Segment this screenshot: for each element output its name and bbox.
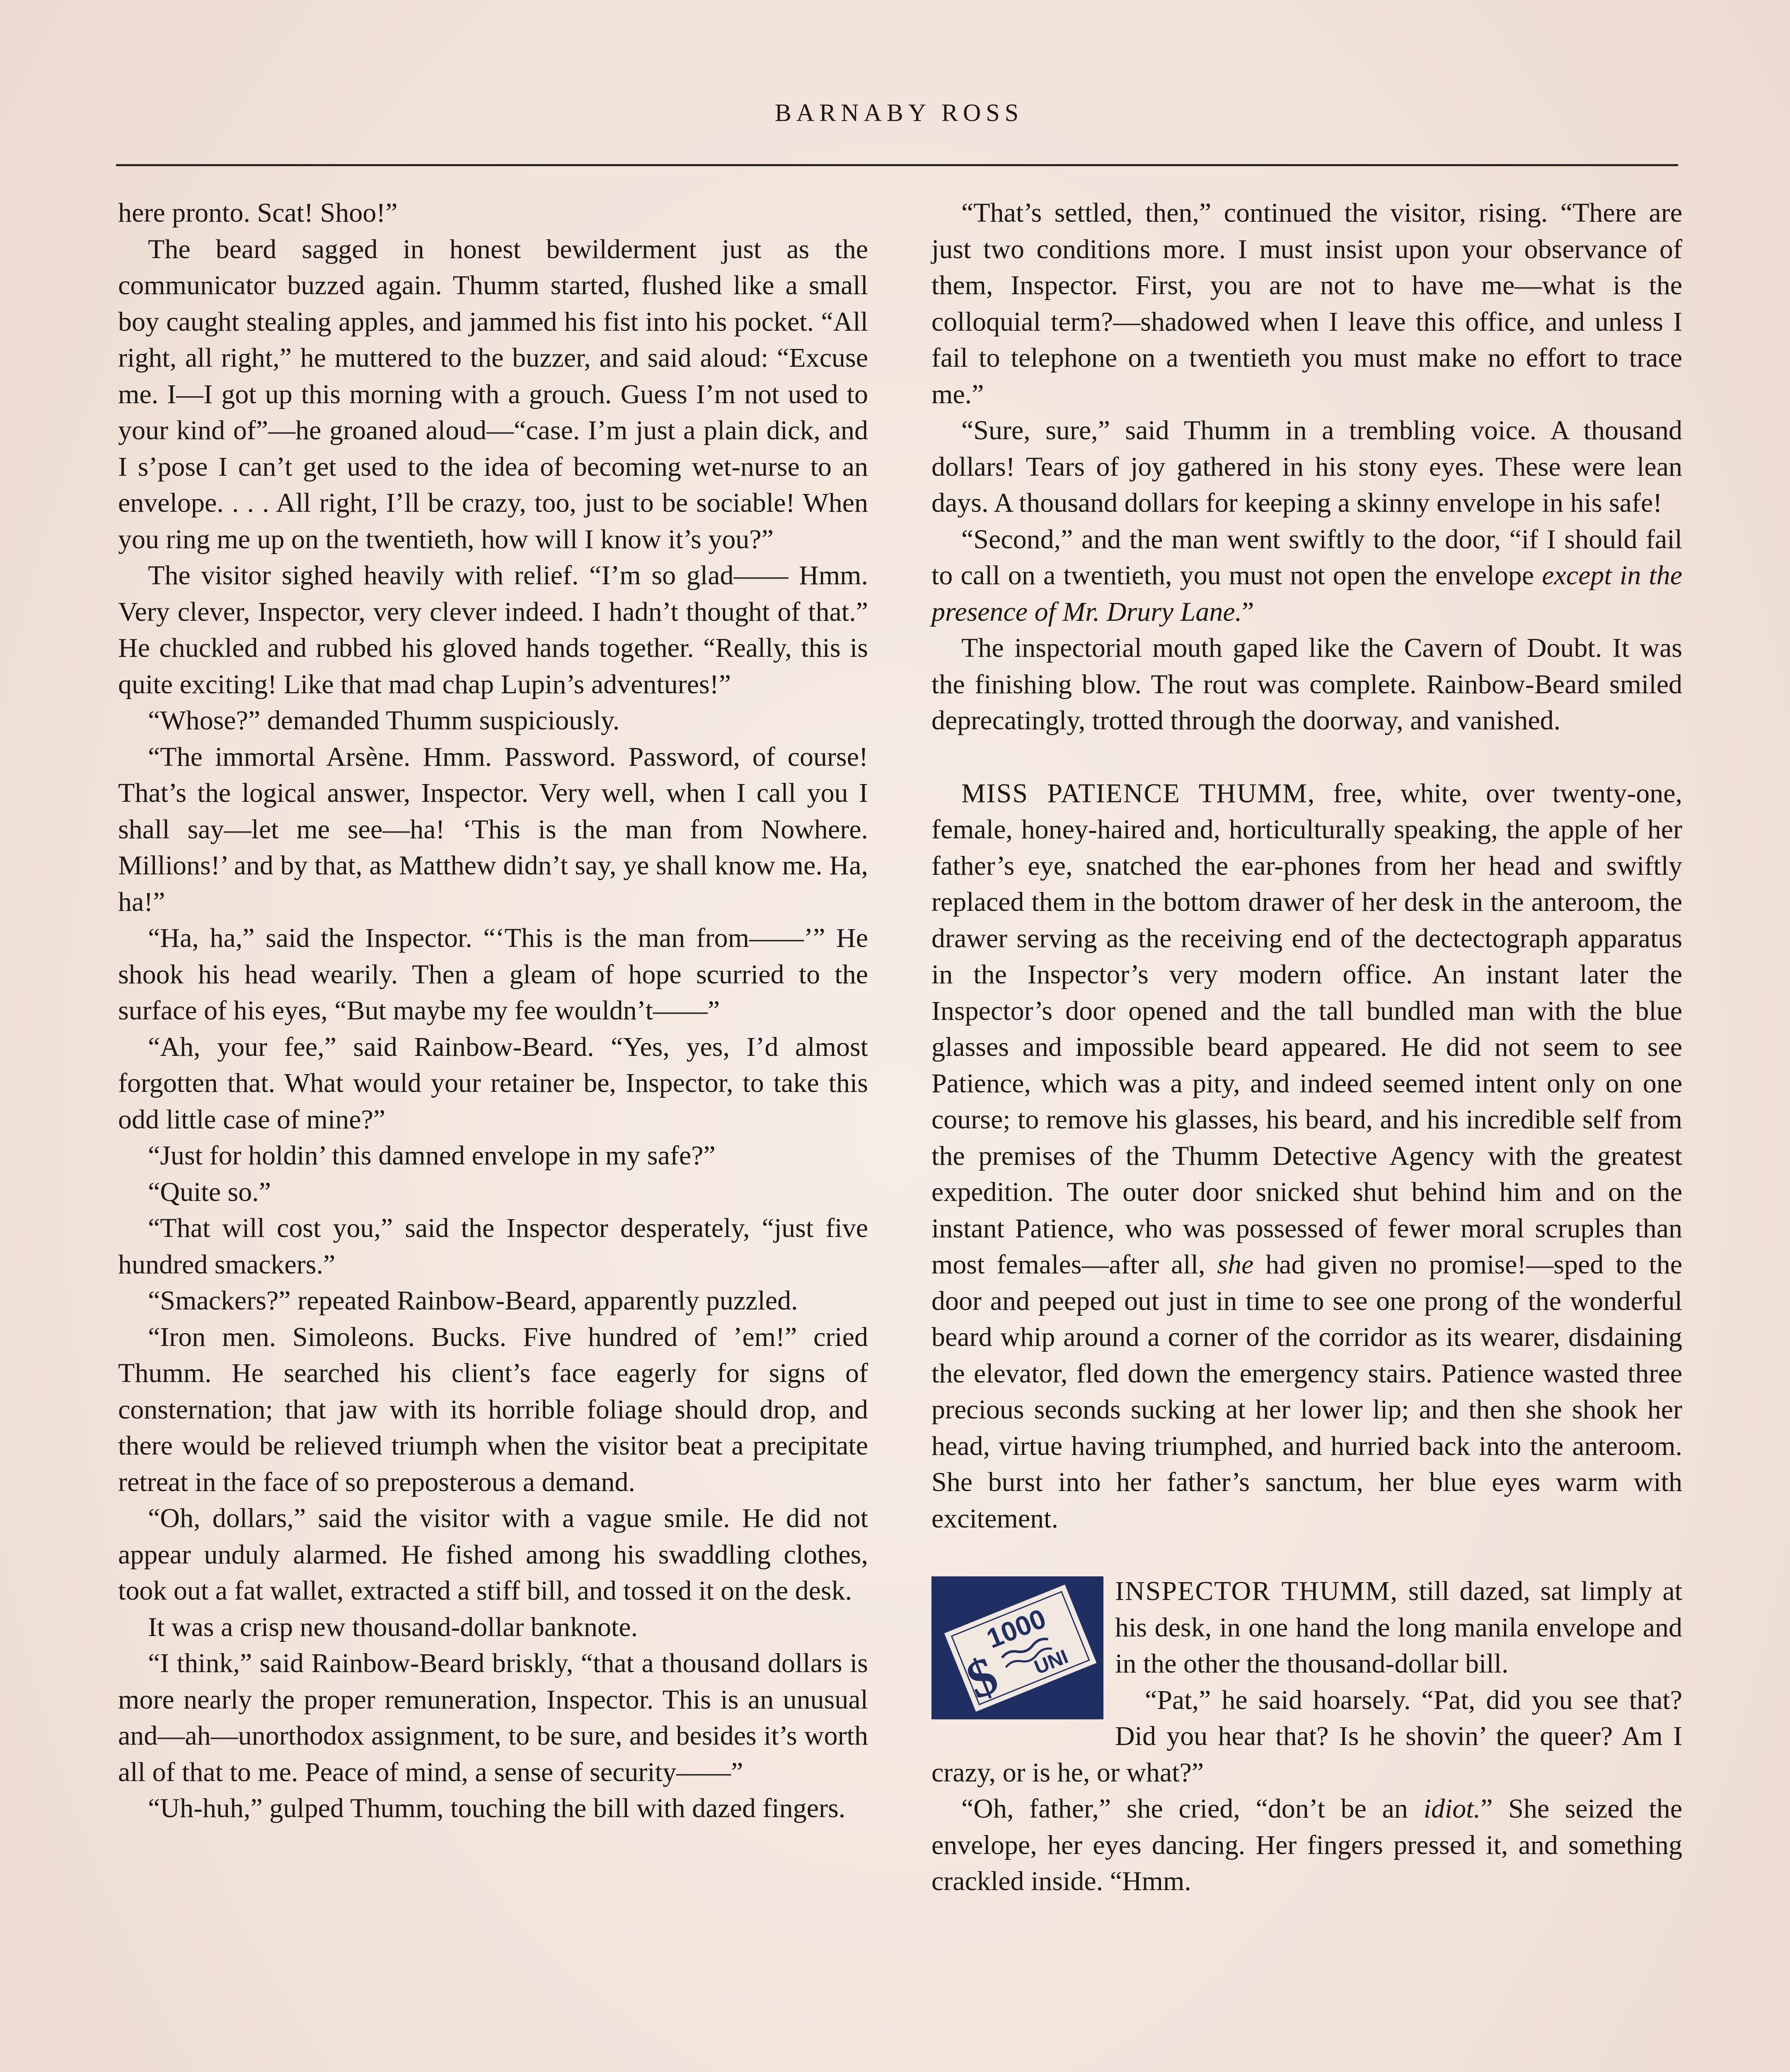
- text-run: still dazed, sat limply at his desk, in one hand the long manila envelope and in the other the thousand-dollar bill.: [1115, 1576, 1682, 1679]
- paragraph: [931, 521, 1682, 630]
- right-column: [931, 195, 1682, 1900]
- italic-run: she: [1217, 1249, 1254, 1280]
- left-column: [118, 195, 868, 1827]
- section-break: [931, 739, 1682, 775]
- text-run: “Oh, father,” she cried, “don’t be an: [961, 1794, 1424, 1824]
- section-break: [931, 1537, 1682, 1573]
- stamp-partial-word: UNI: [1031, 1646, 1072, 1679]
- paragraph: The visitor sighed heavily with relief. “I’m so glad—— Hmm. Very clever, Inspector, very clever indeed. I hadn’t thought of that.” He chuckled and rubbed his gloved hands together. “Really, this is quite exciting! Like that mad chap Lupin’s adventures!”: [118, 560, 868, 700]
- stamp-amount: 1000: [982, 1602, 1050, 1654]
- paragraph: “Ah, your fee,” said Rainbow-Beard. “Yes, yes, I’d almost forgotten that. What would your retainer be, Inspector, to take this odd little case of mine?”: [118, 1031, 868, 1135]
- paragraph: here pronto. Scat! Shoo!”: [118, 198, 398, 228]
- paragraph: “That’s settled, then,” continued the visitor, rising. “There are just two conditions more. I must insist upon your observance of them, Inspector. First, you are not to have me—what is the colloquial term?—shadowed when I leave this office, and unless I fail to telephone on a twentieth you must make no effort to trace me.”: [931, 198, 1682, 409]
- paragraph: “That will cost you,” said the Inspector desperately, “just five hundred smackers.”: [118, 1213, 868, 1280]
- paragraph: “Whose?” demanded Thumm suspiciously.: [148, 705, 620, 736]
- section-lead-name: INSPECTOR THUMM,: [1115, 1576, 1398, 1606]
- paragraph: [931, 1791, 1682, 1900]
- paragraph: “Sure, sure,” said Thumm in a trembling voice. A thousand dollars! Tears of joy gathered in his stony eyes. These were lean days. A thousand dollars for keeping a skinny envelope in his safe!: [931, 415, 1682, 518]
- text-run: free, white, over twenty-one, female, honey-haired and, horticulturally speaking, the apple of her father’s eye, snatched the ear-phones from her head and swiftly replaced them in the bottom drawer of her desk in the anteroom, the drawer serving as the receiving end of the dectectograph apparatus in the Inspector’s very modern office. An instant later the Inspector’s door opened and the tall bundled man with the blue glasses and impossible beard appeared. He did not seem to see Patience, which was a pity, and indeed seemed intent only on one course; to remove his glasses, his beard, and his incredible self from the premises of the Thumm Detective Agency with the greatest expedition. The outer door snicked shut behind him and on the instant Patience, who was possessed of fewer moral scruples than most females—after all,: [931, 778, 1683, 1280]
- paragraph: It was a crisp new thousand-dollar banknote.: [148, 1612, 638, 1642]
- italic-run: except in the presence of Mr. Drury Lane.: [931, 560, 1682, 627]
- section-lead-name: MISS PATIENCE THUMM,: [961, 778, 1316, 808]
- paragraph: “Oh, dollars,” said the visitor with a vague smile. He did not appear unduly alarmed. He fished among his swaddling clothes, took out a fat wallet, extracted a stiff bill, and tossed it on the desk.: [118, 1503, 868, 1606]
- paragraph: “I think,” said Rainbow-Beard briskly, “that a thousand dollars is more nearly the proper remuneration, Inspector. This is an unusual and—ah—unorthodox assignment, to be sure, and besides it’s worth all of that to me. Peace of mind, a sense of security——”: [118, 1648, 868, 1787]
- paragraph: “Iron men. Simoleons. Bucks. Five hundred of ’em!” cried Thumm. He searched his client’s face eagerly for signs of consternation; that jaw with its horrible foliage should drop, and there would be relieved triumph when the visitor beat a precipitate retreat in the face of so preposterous a demand.: [118, 1322, 868, 1497]
- text-run: “Second,” and the man went swiftly to the door, “if I should fail to call on a twentieth, you must not open the envelope: [931, 524, 1682, 591]
- text-run: had given no promise!—sped to the door and peeped out just in time to see one prong of the wonderful beard whip around a corner of the corridor as its wearer, disdaining the elevator, fled down the emergency stairs. Patience wasted three precious seconds sucking at her lower lip; and then she shook her head, virtue having triumphed, and hurried back into the anteroom. She burst into her father’s sanctum, her blue eyes warm with excitement.: [931, 1249, 1682, 1534]
- paragraph: “Just for holdin’ this damned envelope in my safe?”: [148, 1140, 716, 1171]
- paragraph: The beard sagged in honest bewilderment just as the communicator buzzed again. Thumm started, flushed like a small boy caught stealing apples, and jammed his fist into his pocket. “All right, all right,” he muttered to the buzzer, and said aloud: “Excuse me. I—I got up this morning with a grouch. Guess I’m not used to your kind of”—he groaned aloud—“case. I’m just a plain dick, and I s’pose I can’t get used to the idea of becoming wet-nurse to an envelope. . . . All right, I’ll be crazy, too, just to be sociable! When you ring me up on the twentieth, how will I know it’s you?”: [118, 234, 868, 554]
- paragraph: “Uh-huh,” gulped Thumm, touching the bill with dazed fingers.: [148, 1793, 846, 1823]
- paragraph: “Ha, ha,” said the Inspector. “‘This is the man from——’” He shook his head wearily. Then a gleam of hope scurried to the surface of his eyes, “But maybe my fee wouldn’t——”: [118, 923, 868, 1026]
- text-run: ”: [1242, 596, 1254, 627]
- paragraph: “Smackers?” repeated Rainbow-Beard, apparently puzzled.: [148, 1285, 798, 1316]
- banknote-icon: [931, 1576, 1103, 1719]
- text-run: ” She seized the envelope, her eyes dancing. Her fingers pressed it, and something crackled inside. “Hmm.: [931, 1794, 1682, 1896]
- paragraph: “Pat,” he said hoarsely. “Pat, did you see that? Did you hear that? Is he shovin’ the queer? Am I crazy, or is he, or what?”: [931, 1685, 1682, 1788]
- stamp-dollar-sign: $: [958, 1645, 1006, 1711]
- running-header: BARNABY ROSS: [774, 99, 1024, 126]
- paragraph: “The immortal Arsène. Hmm. Password. Password, of course! That’s the logical answer, Inspector. Very well, when I call you I shall say—let me see—ha! ‘This is the man from Nowhere. Millions!’ and by that, as Matthew didn’t say, ye shall know me. Ha, ha!”: [118, 741, 868, 917]
- header-rule: [116, 164, 1678, 166]
- italic-run: idiot.: [1423, 1794, 1481, 1824]
- paragraph: The inspectorial mouth gaped like the Cavern of Doubt. It was the finishing blow. The rout was complete. Rainbow-Beard smiled deprecatingly, trotted through the doorway, and vanished.: [931, 633, 1682, 736]
- paragraph: “Quite so.”: [148, 1176, 271, 1207]
- paragraph: [931, 775, 1682, 1537]
